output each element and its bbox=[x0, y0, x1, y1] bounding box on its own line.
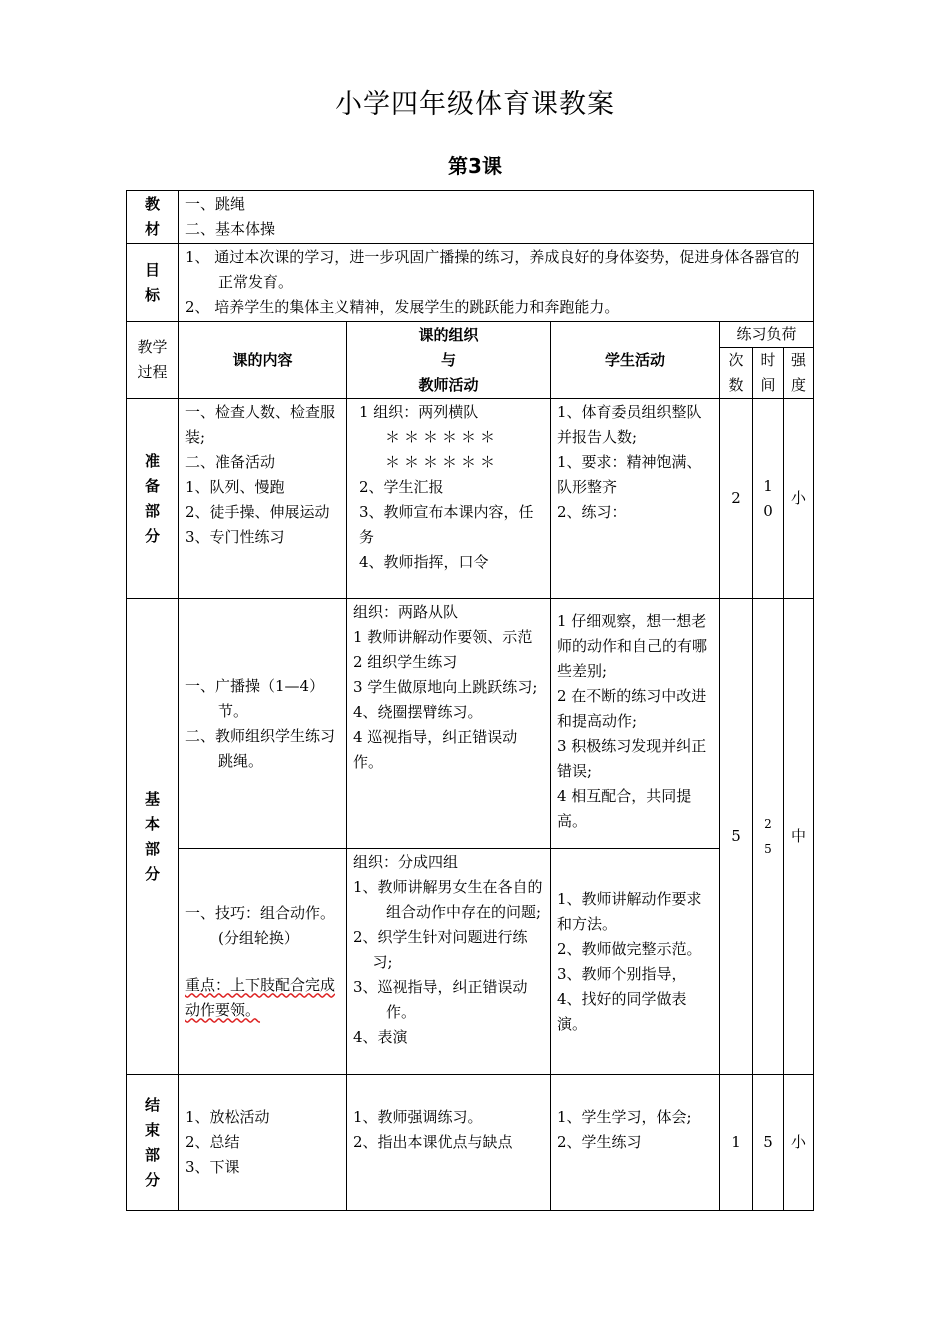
prep-times: 2 bbox=[720, 399, 753, 599]
prep-organization: 1 组织：两列横队 ＊＊＊＊＊＊ ＊＊＊＊＊＊ 2、学生汇报 3、教师宣布本课内容，任务 4、教师指挥，口令 bbox=[347, 399, 551, 599]
end-student: 1、学生学习，体会; 2、学生练习 bbox=[551, 1075, 720, 1211]
end-duration: 5 bbox=[753, 1075, 784, 1211]
prep-row bbox=[127, 399, 814, 599]
basic-student-2: 1、教师讲解动作要求和方法。 2、教师做完整示范。 3、教师个别指导， 4、找好的同学做表演。 bbox=[551, 849, 720, 1075]
basic-organization-2: 组织：分成四组 1、教师讲解男女生在各自的组合动作中存在的问题; 2、织学生针对问题进行练习; 3、巡视指导，纠正错误动作。 4、表演 bbox=[347, 849, 551, 1075]
end-row bbox=[127, 1075, 814, 1211]
prep-content: 一、检查人数、检查服装; 二、准备活动 1、队列、慢跑 2、徒手操、伸展运动 3、专门性练习 bbox=[179, 399, 347, 599]
document-title: 小学四年级体育课教案 bbox=[335, 89, 615, 120]
materials-row bbox=[127, 191, 814, 244]
basic-intensity: 中 bbox=[784, 599, 814, 1075]
prep-intensity: 小 bbox=[784, 399, 814, 599]
materials-cell bbox=[179, 191, 814, 244]
basic-row-1 bbox=[127, 599, 814, 849]
materials-item: 二、基本体操 bbox=[185, 220, 276, 238]
end-times: 1 bbox=[720, 1075, 753, 1211]
header-row bbox=[127, 322, 814, 348]
lesson-number: 第3课 bbox=[448, 154, 502, 178]
basic-content-1: 一、广播操（1—4）节。 二、教师组织学生练习跳绳。 bbox=[179, 599, 347, 849]
lesson-plan-table bbox=[126, 190, 814, 1211]
header-intensity: 强度 bbox=[784, 348, 814, 399]
goals-row bbox=[127, 244, 814, 322]
prep-student: 1、体育委员组织整队并报告人数; 1、要求：精神饱满、队形整齐 2、练习： bbox=[551, 399, 720, 599]
goal-item: 1、 通过本次课的学习，进一步巩固广播操的练习，养成良好的身体姿势，促进身体各器官的正常发育。 bbox=[185, 248, 800, 291]
end-content: 1、放松活动 2、总结 3、下课 bbox=[179, 1075, 347, 1211]
header-student: 学生活动 bbox=[551, 322, 720, 399]
materials-label: 教材 bbox=[127, 191, 179, 244]
end-intensity: 小 bbox=[784, 1075, 814, 1211]
header-load: 练习负荷 bbox=[720, 322, 814, 348]
prep-duration: 10 bbox=[753, 399, 784, 599]
basic-label: 基本部分 bbox=[127, 599, 179, 1075]
header-times: 次数 bbox=[720, 348, 753, 399]
key-point-text: 重点：上下肢配合完成动作要领。 bbox=[185, 975, 336, 1019]
materials-item: 一、跳绳 bbox=[185, 195, 246, 213]
basic-organization-1: 组织：两路从队 1 教师讲解动作要领、示范 2 组织学生练习 3 学生做原地向上跳跃练习; 4、绕圈摆臂练习。 4 巡视指导，纠正错误动作。 bbox=[347, 599, 551, 849]
basic-duration: 25 bbox=[753, 599, 784, 1075]
end-label: 结束部分 bbox=[127, 1075, 179, 1211]
goals-cell bbox=[179, 244, 814, 322]
basic-content-2: 一、技巧：组合动作。(分组轮换） 重点：上下肢配合完成动作要领。 bbox=[179, 849, 347, 1075]
basic-row-2 bbox=[127, 849, 814, 1075]
header-organization: 课的组织 与 教师活动 bbox=[347, 322, 551, 399]
header-duration: 时间 bbox=[753, 348, 784, 399]
basic-student-1: 1 仔细观察，想一想老师的动作和自己的有哪些差别; 2 在不断的练习中改进和提高动作; 3 积极练习发现并纠正错误; 4 相互配合，共同提高。 bbox=[551, 599, 720, 849]
header-process: 教学过程 bbox=[127, 322, 179, 399]
end-organization: 1、教师强调练习。 2、指出本课优点与缺点 bbox=[347, 1075, 551, 1211]
goals-label: 目标 bbox=[127, 244, 179, 322]
basic-times: 5 bbox=[720, 599, 753, 1075]
prep-label: 准备部分 bbox=[127, 399, 179, 599]
goal-item: 2、 培养学生的集体主义精神，发展学生的跳跃能力和奔跑能力。 bbox=[185, 298, 620, 316]
header-content: 课的内容 bbox=[179, 322, 347, 399]
